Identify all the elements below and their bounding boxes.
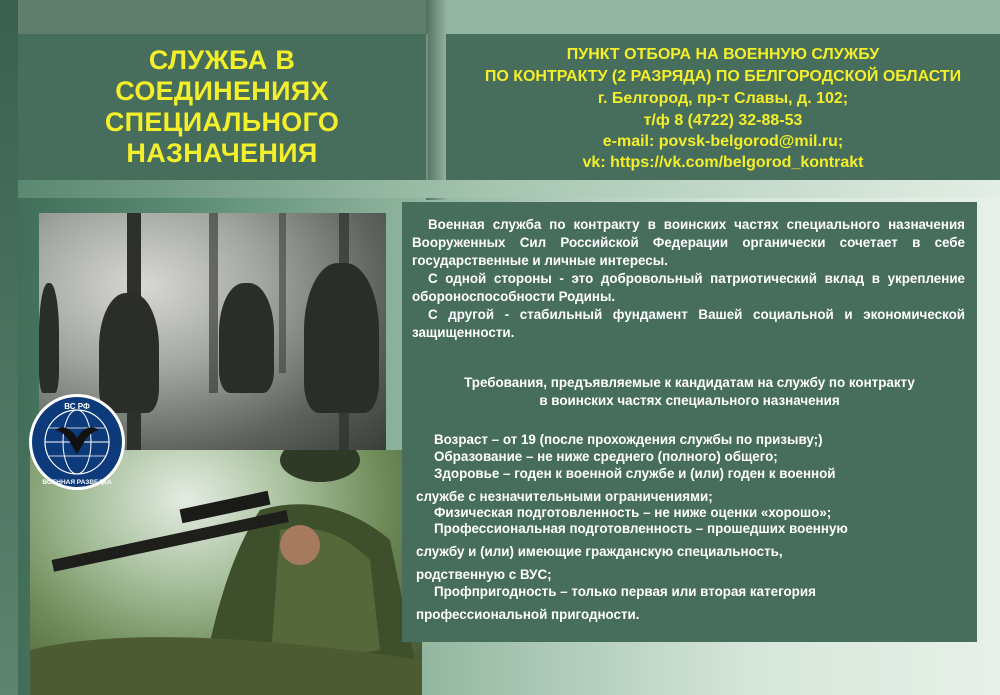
contact-line-1: ПУНКТ ОТБОРА НА ВОЕННУЮ СЛУЖБУ: [566, 46, 880, 63]
info-text-panel: [402, 202, 977, 642]
requirement-line: Профессиональная подготовленность – прошедших военную: [434, 521, 848, 536]
contact-address: г. Белгород, пр-т Славы, д. 102;: [597, 90, 849, 107]
requirements-heading-line-1: Требования, предъявляемые к кандидатам на службу по контракту: [464, 375, 915, 390]
contact-email: e-mail: povsk-belgorod@mil.ru;: [602, 133, 844, 150]
requirement-line: родственную с ВУС;: [416, 567, 552, 582]
requirement-line: Образование – не ниже среднего (полного) общего;: [434, 449, 778, 464]
left-border-strip: [0, 0, 18, 695]
requirement-line: Профпригодность – только первая или вторая категория: [434, 584, 816, 599]
emblem-bottom-text: ВОЕННАЯ РАЗВЕДКА: [42, 479, 112, 486]
contact-panel: [446, 34, 1000, 180]
contact-phone: т/ф 8 (4722) 32-88-53: [643, 112, 803, 129]
top-band-left: [18, 0, 426, 34]
header-underline-bar: [18, 180, 1000, 198]
requirement-line: службе с незначительными ограничениями;: [416, 489, 713, 504]
intro-paragraph-1: Военная служба по контракту в воинских частях специального назначения Вооруженных Сил Российской Федерации органически сочетает в себе государственные и личные интересы.: [412, 217, 965, 268]
intro-paragraph-2: С одной стороны - это добровольный патриотический вклад в укрепление обороноспособности Родины.: [412, 271, 965, 304]
intro-paragraph-3: С другой - стабильный фундамент Вашей социальной и экономической защищенности.: [412, 307, 965, 340]
poster-title: СЛУЖБА В СОЕДИНЕНИЯХ СПЕЦИАЛЬНОГО НАЗНАЧЕНИЯ: [104, 45, 340, 168]
contact-vk: vk: https://vk.com/belgorod_kontrakt: [582, 154, 864, 171]
requirement-line: Здоровье – годен к военной службе и (или) годен к военной: [434, 466, 836, 481]
intro-text: [412, 216, 965, 342]
header-divider: [426, 0, 446, 200]
requirement-line: Физическая подготовленность – не ниже оценки «хорошо»;: [434, 505, 832, 520]
requirement-line: профессиональной пригодности.: [416, 607, 640, 622]
requirement-line: Возраст – от 19 (после прохождения службы по призыву;): [434, 432, 823, 447]
emblem-top-text: ВС РФ: [64, 402, 90, 411]
title-panel: [18, 34, 428, 180]
requirements-heading-line-2: в воинских частях специального назначения: [539, 393, 840, 408]
contact-line-2: ПО КОНТРАКТУ (2 РАЗРЯДА) ПО БЕЛГОРОДСКОЙ ОБЛАСТИ: [484, 68, 962, 85]
requirements-heading: [402, 374, 977, 410]
military-intelligence-emblem-icon: [27, 392, 127, 492]
requirement-line: службу и (или) имеющие гражданскую специальность,: [416, 544, 783, 559]
top-band-right: [446, 0, 1000, 34]
